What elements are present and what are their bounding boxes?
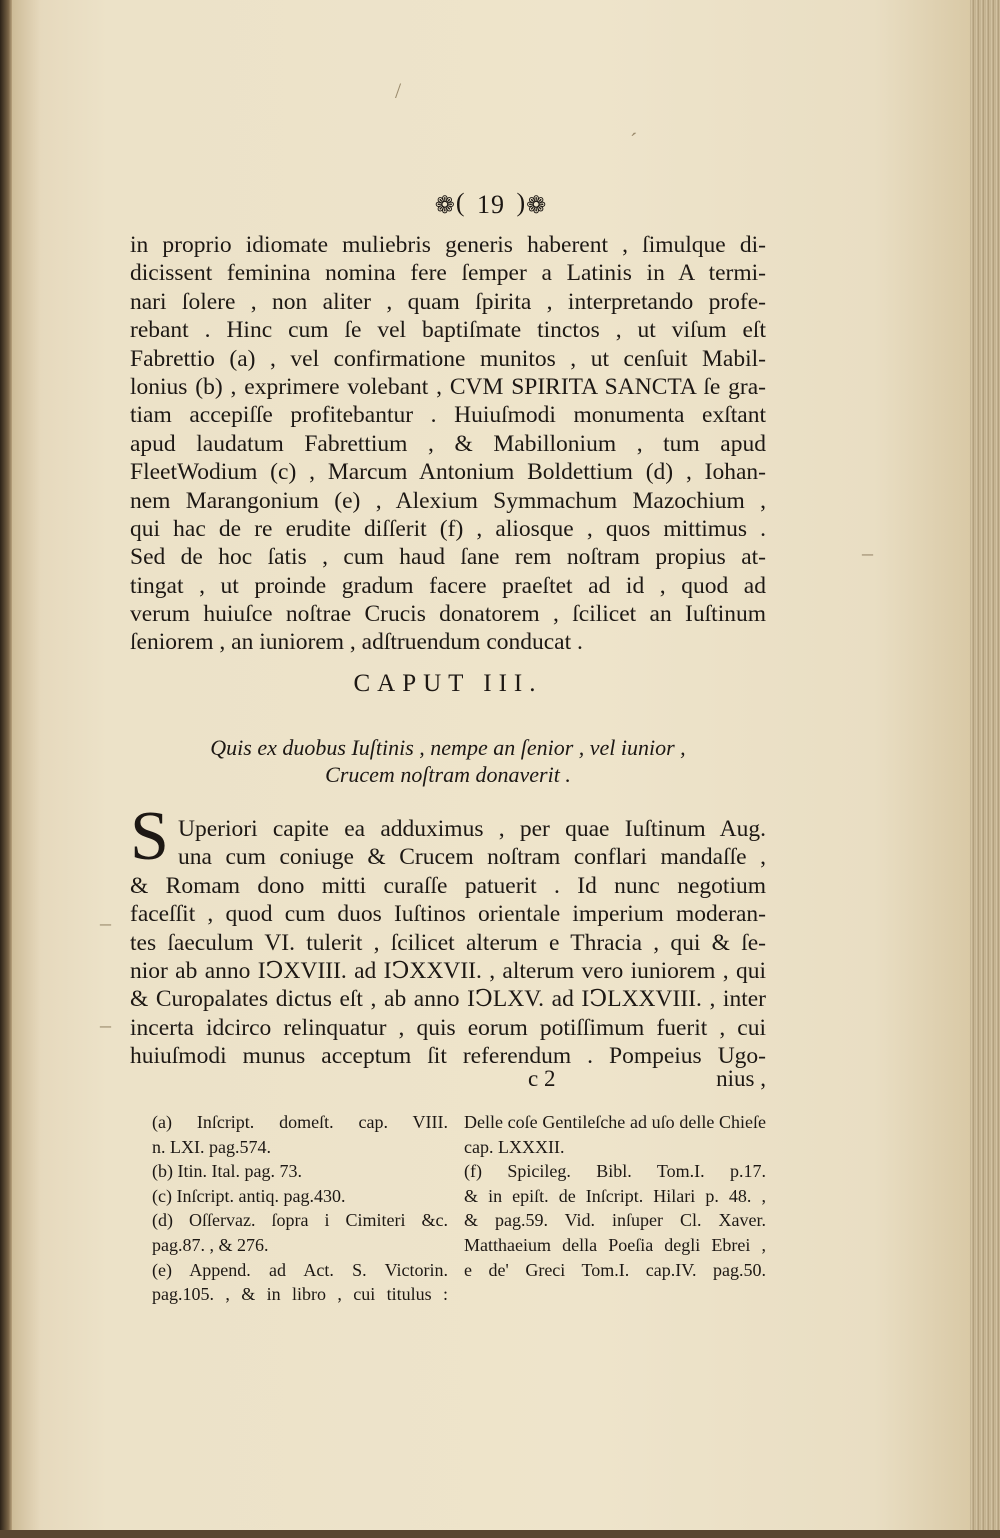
page-header xyxy=(12,188,970,220)
footnote-line: (f) Spicileg. Bibl. Tom.I. p.17. xyxy=(464,1161,766,1182)
text-line: nem Marangonium (e) , Alexium Symmachum Mazochium , xyxy=(130,487,766,514)
chapter-subtitle xyxy=(130,734,766,788)
footnote-line: pag.105. , & in libro , cui titulus : xyxy=(152,1284,448,1305)
footnote-line: & pag.59. Vid. inſuper Cl. Xaver. xyxy=(464,1210,766,1231)
drop-cap: S xyxy=(130,798,169,875)
page-stack-edge xyxy=(970,0,1000,1538)
stray-mark: ‒ xyxy=(100,910,111,935)
catchword: nius , xyxy=(716,1066,766,1091)
book-page xyxy=(12,0,970,1530)
footnote-line: n. LXI. pag.574. xyxy=(152,1136,271,1157)
binding-edge xyxy=(0,0,12,1538)
ornament-right-icon: ❁ xyxy=(526,192,548,219)
footnote-line: pag.87. , & 276. xyxy=(152,1234,269,1255)
text-line: una cum coniuge & Crucem noſtram conflari mandaſſe , xyxy=(178,844,766,871)
footnote-line: Delle coſe Gentileſche ad uſo delle Chieſe xyxy=(464,1112,766,1132)
footnote-line: (c) Inſcript. antiq. pag.430. xyxy=(152,1185,346,1206)
footnote-line: cap. LXXXII. xyxy=(464,1136,565,1157)
ornament-left-icon: ❁ xyxy=(434,192,456,219)
text-line: rebant . Hinc cum ſe vel baptiſmate tinctos , ut viſum eſt xyxy=(130,317,766,344)
text-line: nior ab anno IↃXVIII. ad IↃXXVII. , alterum vero iuniorem , qui xyxy=(130,957,766,984)
stray-mark: / xyxy=(395,78,402,103)
chapter-title: CAPUT III. xyxy=(353,670,543,697)
body-text-top xyxy=(130,231,766,657)
text-line: Uperiori capite ea adduximus , per quae Iuſtinum Aug. xyxy=(178,816,766,842)
text-line: & Romam dono mitti curaſſe patuerit . Id nunc negotium xyxy=(130,872,766,899)
text-line: faceſſit , quod cum duos Iuſtinos orientale imperium moderan- xyxy=(130,901,766,928)
text-line: & Curopalates dictus eſt , ab anno IↃLXV. ad IↃLXXVIII. , inter xyxy=(130,986,766,1013)
subtitle-line: Quis ex duobus Iuſtinis , nempe an ſenior , vel iunior , xyxy=(210,735,686,760)
footnote-line: Matthaeium della Poeſia degli Ebrei , xyxy=(464,1234,766,1255)
text-line: incerta idcirco relinquatur , quis eorum potiſſimum fuerit , cui xyxy=(130,1014,766,1041)
subtitle-line: Crucem noſtram donaverit . xyxy=(325,762,571,787)
signature-mark: c 2 xyxy=(528,1066,556,1091)
text-line: huiuſmodi munus acceptum ſit referendum . Pompeius Ugo- xyxy=(130,1043,766,1070)
text-line: Sed de hoc ſatis , cum haud ſane rem noſtram propius at- xyxy=(130,544,766,571)
text-line: dicissent feminina nomina fere ſemper a Latinis in A termi- xyxy=(130,260,766,287)
text-line: Fabrettio (a) , vel confirmatione munitos , ut cenſuit Mabil- xyxy=(130,345,766,372)
text-line: in proprio idiomate muliebris generis haberent , ſimulque di- xyxy=(130,232,766,258)
text-line: FleetWodium (c) , Marcum Antonium Boldettium (d) , Iohan- xyxy=(130,459,766,486)
stray-mark: ´ xyxy=(630,128,638,153)
text-line: qui hac de re erudite diſſerit (f) , aliosque , quos mittimus . xyxy=(130,515,766,542)
footnote-line: (d) Oſſervaz. ſopra i Cimiteri &c. xyxy=(152,1210,448,1231)
text-line: tiam accepiſſe profitebantur . Huiuſmodi monumenta exſtant xyxy=(130,402,766,429)
bottom-edge xyxy=(0,1530,1000,1538)
text-line: nari ſolere , non aliter , quam ſpirita , interpretando profe- xyxy=(130,288,766,315)
footnote-line: & in epiſt. de Inſcript. Hilari p. 48. , xyxy=(464,1185,766,1206)
stray-mark: ‒ xyxy=(100,1012,111,1037)
footnote-line: (a) Inſcript. domeſt. cap. VIII. xyxy=(152,1112,448,1132)
paren-right: ) xyxy=(516,188,527,217)
footnotes-right xyxy=(464,1110,766,1282)
text-line: tingat , ut proinde gradum facere praeſtet ad id , quod ad xyxy=(130,572,766,599)
text-line: verum huiuſce noſtrae Crucis donatorem , ſcilicet an Iuſtinum xyxy=(130,601,766,628)
page-number: 19 xyxy=(477,190,505,220)
paren-left: ( xyxy=(455,188,466,217)
text-line: tes ſaeculum VI. tulerit , ſcilicet alterum e Thracia , qui & ſe- xyxy=(130,929,766,956)
footnote-line: e de' Greci Tom.I. cap.IV. pag.50. xyxy=(464,1259,766,1280)
body-text-bottom xyxy=(130,815,766,1071)
text-line: lonius (b) , exprimere volebant , CVM SPIRITA SANCTA ſe gra- xyxy=(130,373,766,400)
text-line: ſeniorem , an iuniorem , adſtruendum conducat . xyxy=(130,629,583,656)
footnote-line: (e) Append. ad Act. S. Victorin. xyxy=(152,1259,448,1280)
footnotes-left xyxy=(152,1110,448,1307)
text-line: apud laudatum Fabrettium , & Mabillonium , tum apud xyxy=(130,430,766,457)
footnote-line: (b) Itin. Ital. pag. 73. xyxy=(152,1161,302,1182)
stray-mark: ‒ xyxy=(862,540,873,565)
